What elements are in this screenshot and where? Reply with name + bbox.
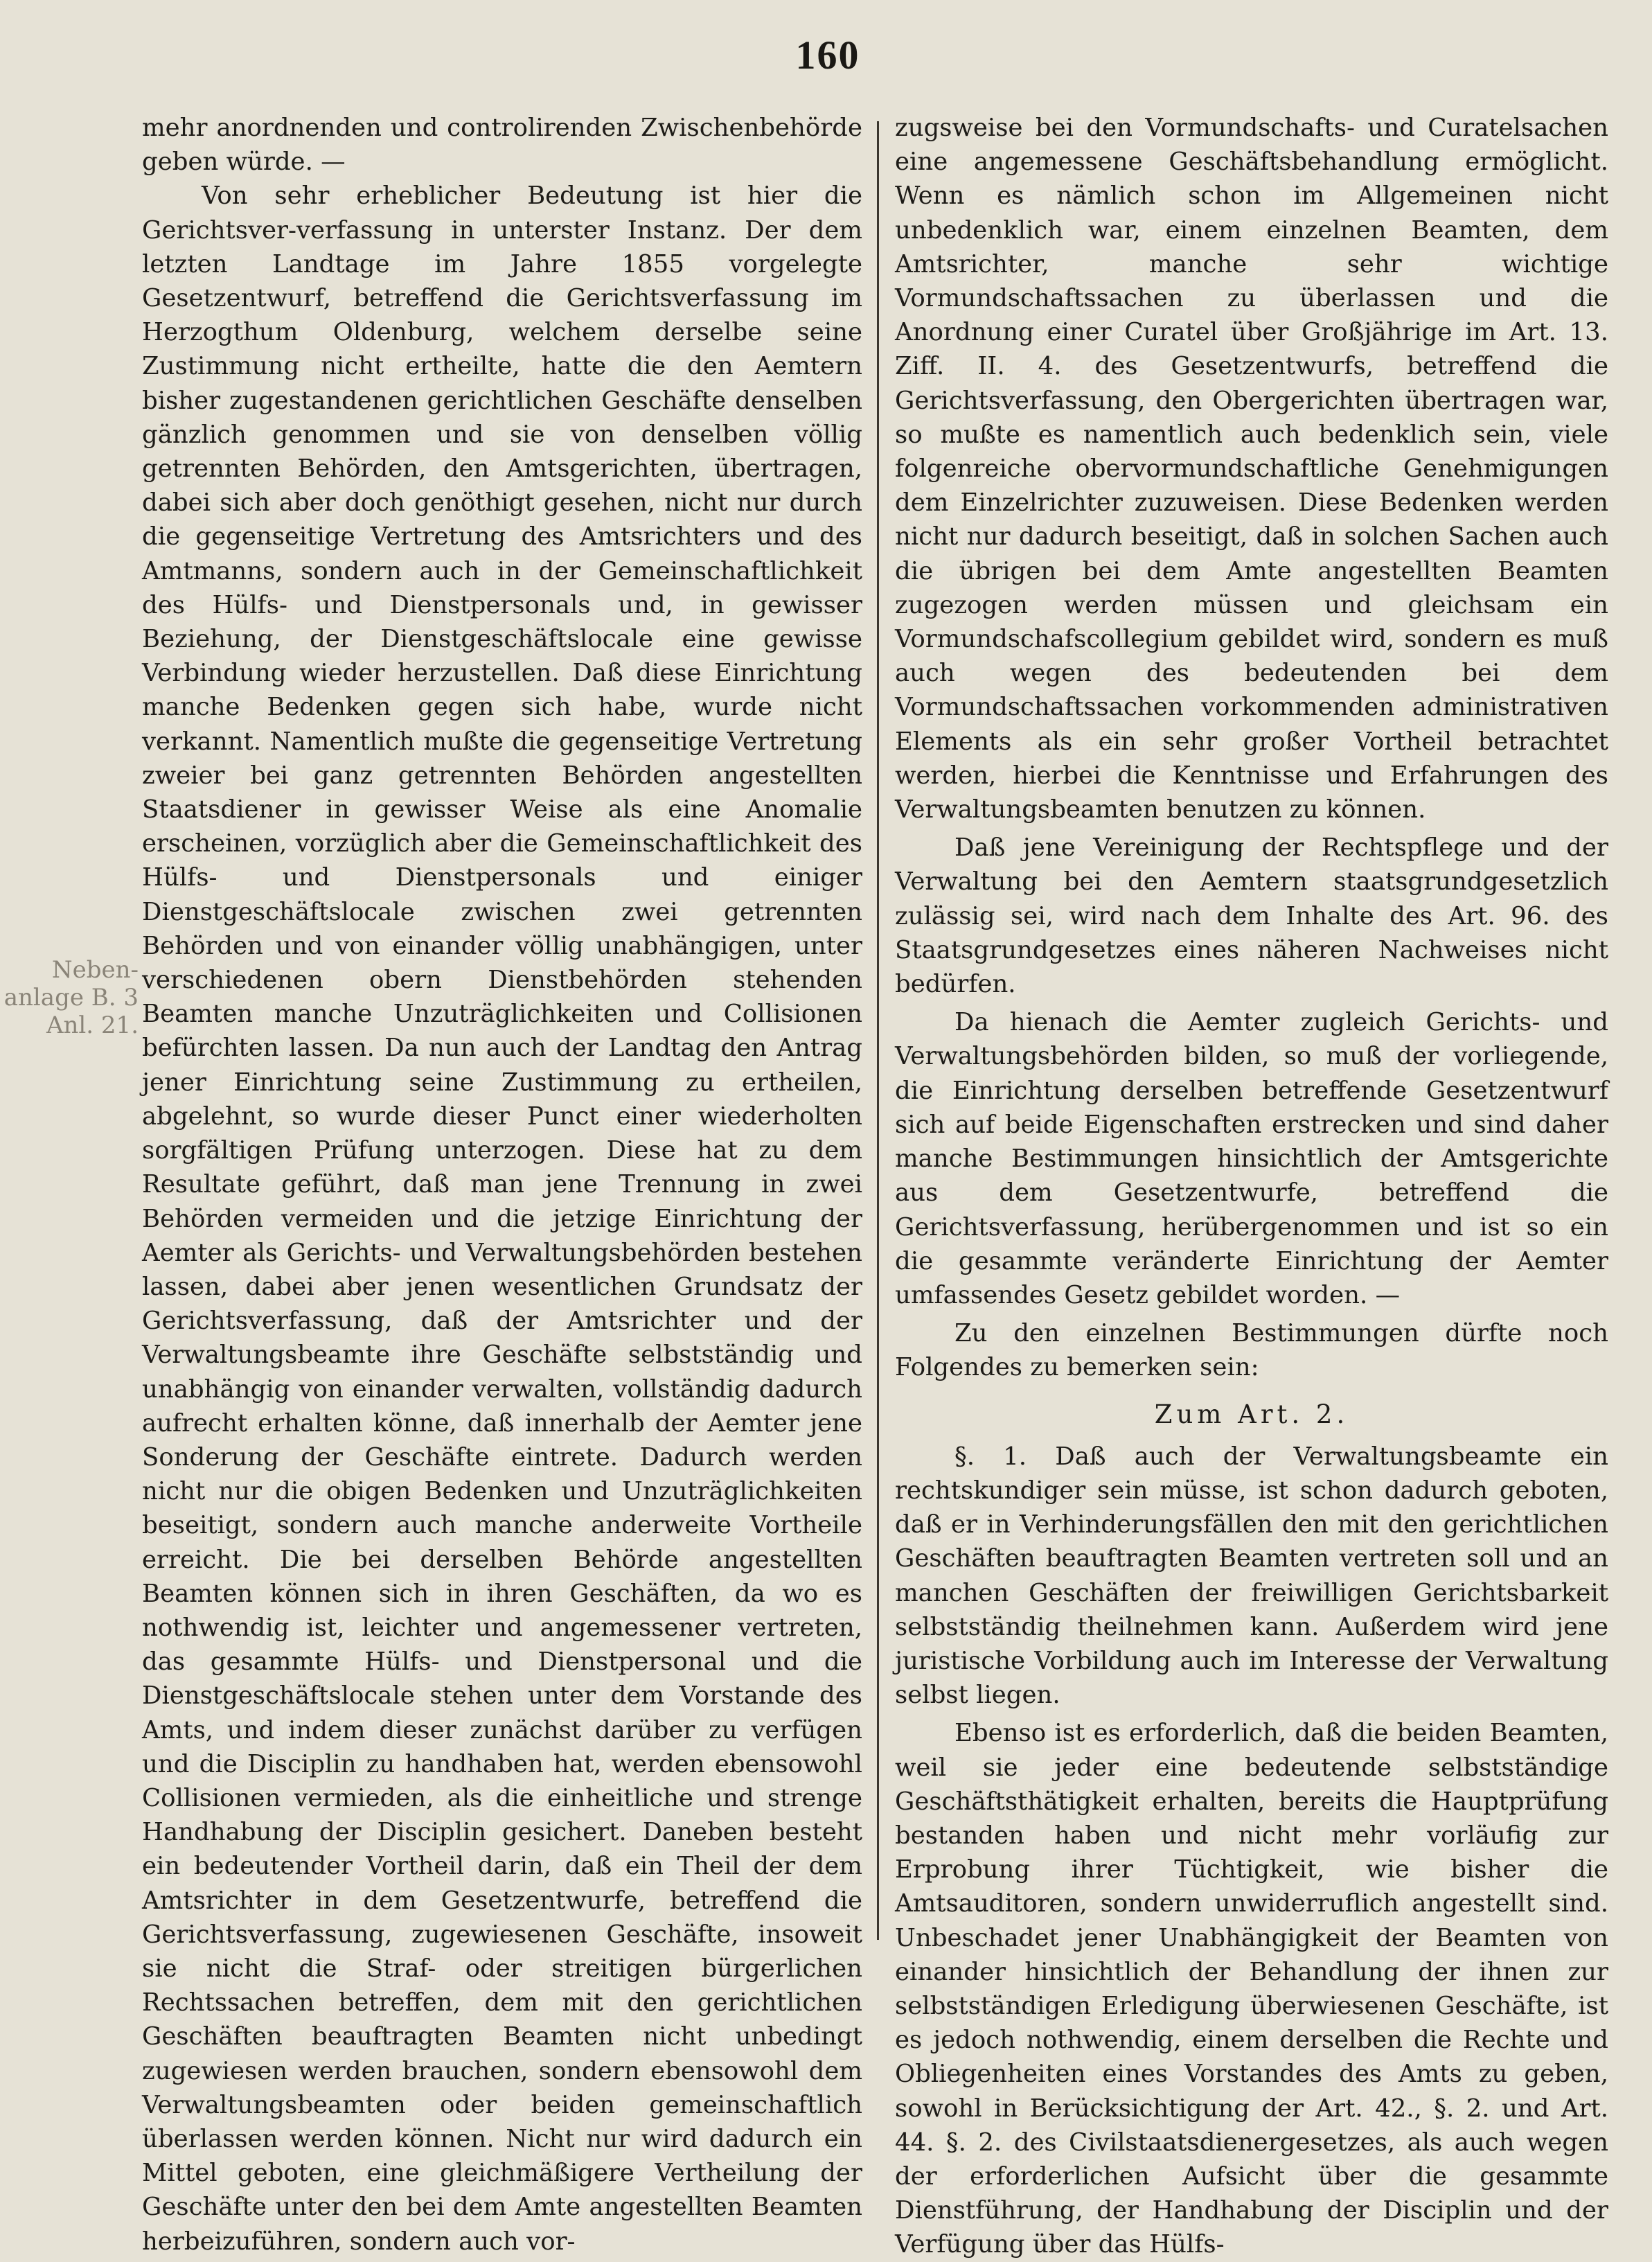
right-paragraph-2: Daß jene Vereinigung der Rechtspflege und der Verwaltung bei den Aemtern staatsgrundgesetzlich zulässig sei, wird nach dem Inhalte des Art. 96. des Staatsgrundgesetzes eines näheren Nachweises nicht bedürfen. bbox=[895, 833, 1608, 999]
right-paragraph-5: §. 1. Daß auch der Verwaltungsbeamte ein rechtskundiger sein müsse, ist schon dadurch geboten, daß er in Verhinderungsfällen den mit den gerichtlichen Geschäften beauftragten Beamten vertreten soll und an manchen Geschäften der freiwilligen Gerichtsbarkeit selbstständig theilnehmen kann. Außerdem wird jene juristische Vorbildung auch im Interesse der Verwaltung selbst liegen. bbox=[895, 1442, 1608, 1710]
right-paragraph-6: Ebenso ist es erforderlich, daß die beiden Beamten, weil sie jeder eine bedeutende selbstständige Geschäftsthätigkeit erhalten, bereits die Hauptprüfung bestanden haben und nicht mehr vorläufig zur Erprobung ihrer Tüchtigkeit, wie bisher die Amtsauditoren, sondern unwiderruflich angestellt sind. Unbeschadet jener Unabhängigkeit der Beamten von einander hinsichtlich der Behandlung der ihnen zur selbstständigen Erledigung überwiesenen Geschäfte, ist es jedoch nothwendig, einem derselben die Rechte und Obliegenheiten eines Vorstandes des Amts zu geben, sowohl in Berücksichtigung der Art. 42., §. 2. und Art. 44. §. 2. des Civilstaatsdienergesetzes, als auch wegen der erforderlichen Aufsicht über die gesammte Dienstführung, der Handhabung der Disciplin und der Verfügung über das Hülfs- bbox=[895, 1719, 1608, 2259]
left-column bbox=[142, 111, 862, 2256]
left-paragraph-1: mehr anordnenden und controlirenden Zwischenbehörde geben würde. — bbox=[142, 114, 862, 177]
right-column bbox=[895, 111, 1608, 2259]
section-heading-art-2: Zum Art. 2. bbox=[1154, 1399, 1349, 1429]
right-paragraph-4: Zu den einzelnen Bestimmungen dürfte noch Folgendes zu bemerken sein: bbox=[895, 1319, 1608, 1382]
right-paragraph-1: zugsweise bei den Vormundschafts- und Curatelsachen eine angemessene Geschäftsbehandlung ermöglicht. Wenn es nämlich schon im Allgemeinen nicht unbedenklich war, einem einzelnen Beamten, dem Amtsrichter, manche sehr wichtige Vormundschaftssachen zu überlassen und die Anordnung einer Curatel über Großjährige im Art. 13. Ziff. II. 4. des Gesetzentwurfs, betreffend die Gerichtsverfassung, den Obergerichten übertragen war, so mußte es namentlich auch bedenklich sein, viele folgenreiche obervormundschaftliche Genehmigungen dem Einzelrichter zuzuweisen. Diese Bedenken werden nicht nur dadurch beseitigt, daß in solchen Sachen auch die übrigen bei dem Amte angestellten Beamten zugezogen werden müssen und gleichsam ein Vormundschafscollegium gebildet wird, sondern es muß auch wegen des bedeutenden bei dem Vormundschaftssachen vorkommenden administrativen Elements als ein sehr großer Vortheil betrachtet werden, hierbei die Kenntnisse und Erfahrungen des Verwaltungsbeamten benutzen zu können. bbox=[895, 114, 1608, 824]
margin-note: Neben- anlage B. 3 Anl. 21. bbox=[3, 956, 139, 1039]
left-paragraph-2: Von sehr erheblicher Bedeutung ist hier die Gerichtsver-verfassung in unterster Instanz. Der dem letzten Landtage im Jahre 1855 vorgelegte Gesetzentwurf, betreffend die Gerichtsverfassung im Herzogthum Oldenburg, welchem derselbe seine Zustimmung nicht ertheilte, hatte die den Aemtern bisher zugestandenen gerichtlichen Geschäfte denselben gänzlich genommen und sie von denselben völlig getrennten Behörden, den Amtsgerichten, übertragen, dabei sich aber doch genöthigt gesehen, nicht nur durch die gegenseitige Vertretung des Amtsrichters und des Amtmanns, sondern auch in der Gemeinschaftlichkeit des Hülfs- und Dienstpersonals und, in gewisser Beziehung, der Dienstgeschäftslocale eine gewisse Verbindung wieder herzustellen. Daß diese Einrichtung manche Bedenken gegen sich habe, wurde nicht verkannt. Namentlich mußte die gegenseitige Vertretung zweier bei ganz getrennten Behörden angestellten Staatsdiener in gewisser Weise als eine Anomalie erscheinen, vorzüglich aber die Gemeinschaftlichkeit des Hülfs- und Dienstpersonals und einiger Dienstgeschäftslocale zwischen zwei getrennten Behörden und von einander völlig unabhängigen, unter verschiedenen obern Dienstbehörden stehenden Beamten manche Unzuträglichkeiten und Collisionen befürchten lassen. Da nun auch der Landtag den Antrag jener Einrichtung seine Zustimmung zu ertheilen, abgelehnt, so wurde dieser Punct einer wiederholten sorgfältigen Prüfung unterzogen. Diese hat zu dem Resultate geführt, daß man jene Trennung in zwei Behörden vermeiden und die jetzige Einrichtung der Aemter als Gerichts- und Verwaltungsbehörden bestehen lassen, dabei aber jenen wesentlichen Grundsatz der Gerichtsverfassung, daß der Amtsrichter und der Verwaltungsbeamte ihre Geschäfte selbstständig und unabhängig von einander verwalten, vollständig dadurch aufrecht erhalten könne, daß innerhalb der Aemter jene Sonderung der Geschäfte eintrete. Dadurch werden nicht nur die obigen Bedenken und Unzuträglichkeiten beseitigt, sondern auch manche anderweite Vortheile erreicht. Die bei derselben Behörde angestellten Beamten können sich in ihren Geschäften, da wo es nothwendig ist, leichter und angemessener vertreten, das gesammte Hülfs- und Dienstpersonal und die Dienstgeschäftslocale stehen unter dem Vorstande des Amts, und indem dieser zunächst darüber zu verfügen und die Disciplin zu handhaben hat, werden ebensowohl Collisionen vermieden, als die einheitliche und strenge Handhabung der Disciplin gesichert. Daneben besteht ein bedeutender Vortheil darin, daß ein Theil der dem Amtsrichter in dem Gesetzentwurfe, betreffend die Gerichtsverfassung, zugewiesenen Geschäfte, insoweit sie nicht die Straf- oder streitigen bürgerlichen Rechtssachen betreffen, dem mit den gerichtlichen Geschäften beauftragten Beamten nicht unbedingt zugewiesen werden brauchen, sondern ebensowohl dem Verwaltungsbeamten oder beiden gemeinschaftlich überlassen werden können. Nicht nur wird dadurch ein Mittel geboten, eine gleichmäßigere Vertheilung der Geschäfte unter den bei dem Amte angestellten Beamten herbeizuführen, sondern auch vor- bbox=[142, 182, 862, 2256]
right-paragraph-3: Da hienach die Aemter zugleich Gerichts- und Verwaltungsbehörden bilden, so muß der vorliegende, die Einrichtung derselben betreffende Gesetzentwurf sich auf beide Eigenschaften erstrecken und sind daher manche Bestimmungen hinsichtlich der Amtsgerichte aus dem Gesetzentwurfe, betreffend die Gerichtsverfassung, herübergenommen und ist so ein die gesammte veränderte Einrichtung der Aemter umfassendes Gesetz gebildet worden. — bbox=[895, 1008, 1608, 1309]
column-divider bbox=[877, 121, 879, 1940]
page-number: 160 bbox=[795, 33, 860, 78]
